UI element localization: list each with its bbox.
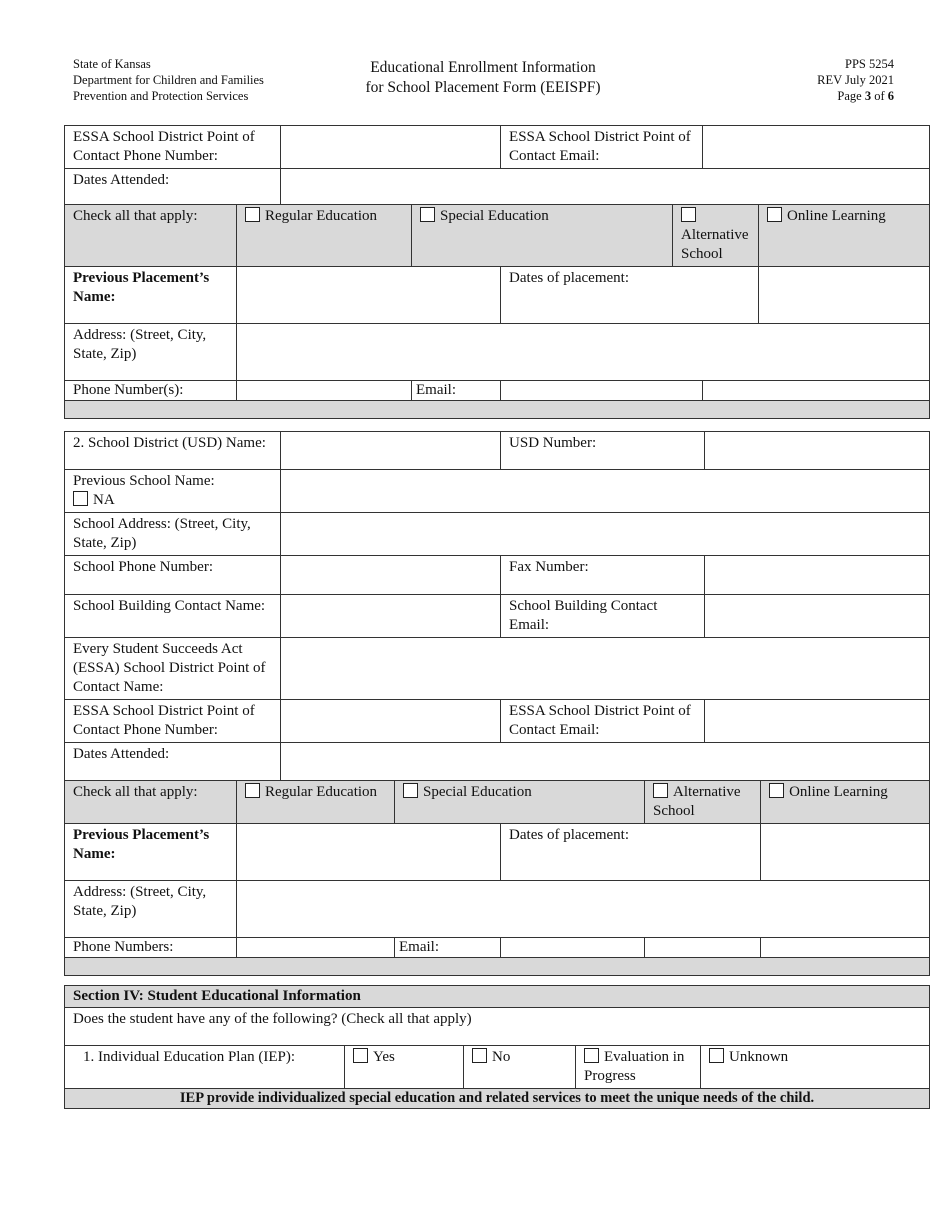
checkbox-icon[interactable] [769,783,784,798]
essa-phone-label: ESSA School District Point of Contact Phone Number: [65,126,281,169]
option-special-education[interactable]: Special Education [395,781,645,824]
district-name-label: 2. School District (USD) Name: [65,432,281,470]
form-revision: REV July 2021 [817,73,894,87]
essa-email-field[interactable] [703,126,930,169]
prev-placement-field[interactable] [237,824,501,881]
usd-number-label: USD Number: [501,432,705,470]
iep-option-no[interactable]: No [464,1046,576,1089]
checkbox-icon[interactable] [767,207,782,222]
checkbox-icon[interactable] [245,207,260,222]
iep-option-evaluation[interactable]: Evaluation in Progress [576,1046,701,1089]
iep-option-yes[interactable]: Yes [345,1046,464,1089]
iep-note: IEP provide individualized special education and related services to meet the unique needs of the child. [65,1089,930,1109]
prev-placement-label: Previous Placement’s Name: [65,267,237,324]
option-online-learning[interactable]: Online Learning [759,205,930,267]
email-field-2[interactable] [645,938,761,958]
form-title-line2: for School Placement Form (EEISPF) [365,79,601,96]
page-indicator: Page 3 of 6 [837,89,894,103]
email-field[interactable] [501,938,645,958]
email-label: Email: [412,381,501,401]
essa-contact-name-field[interactable] [281,638,930,700]
prev-school-label: Previous School Name: NA [65,470,281,513]
address-field[interactable] [237,324,930,381]
form-title-line1: Educational Enrollment Information [370,59,596,76]
checkbox-icon[interactable] [584,1048,599,1063]
option-alternative-school[interactable]: Alternative School [645,781,761,824]
essa-contact-name-label: Every Student Succeeds Act (ESSA) School District Point of Contact Name: [65,638,281,700]
essa-email-label: ESSA School District Point of Contact Email: [501,700,705,743]
dates-placement-field[interactable] [761,824,930,881]
phone-field[interactable] [237,938,395,958]
checkbox-icon[interactable] [653,783,668,798]
section-iv [64,985,930,1109]
option-regular-education[interactable]: Regular Education [237,205,412,267]
email-field-3[interactable] [761,938,930,958]
phone-label: Phone Numbers: [65,938,237,958]
school-address-field[interactable] [281,513,930,556]
form-number: PPS 5254 [845,57,894,71]
na-checkbox[interactable] [73,491,88,506]
essa-email-label: ESSA School District Point of Contact Email: [501,126,703,169]
na-label: NA [93,492,115,508]
essa-phone-label: ESSA School District Point of Contact Phone Number: [65,700,281,743]
agency-division: Prevention and Protection Services [73,89,249,103]
section-iv-title: Section IV: Student Educational Information [65,986,930,1008]
address-field[interactable] [237,881,930,938]
checkbox-icon[interactable] [709,1048,724,1063]
address-label: Address: (Street, City, State, Zip) [65,881,237,938]
email-field[interactable] [501,381,703,401]
email-field-extra[interactable] [703,381,930,401]
check-all-label: Check all that apply: [65,205,237,267]
building-contact-email-label: School Building Contact Email: [501,595,705,638]
check-all-label: Check all that apply: [65,781,237,824]
usd-number-field[interactable] [705,432,930,470]
fax-label: Fax Number: [501,556,705,595]
agency-header [73,56,264,104]
prev-placement-label: Previous Placement’s Name: [65,824,237,881]
dates-attended-label: Dates Attended: [65,169,281,205]
agency-state: State of Kansas [73,57,151,71]
option-online-learning[interactable]: Online Learning [761,781,930,824]
building-contact-name-field[interactable] [281,595,501,638]
school-block-1 [64,125,930,419]
essa-phone-field[interactable] [281,700,501,743]
iep-option-unknown[interactable]: Unknown [701,1046,930,1089]
checkbox-icon[interactable] [403,783,418,798]
district-name-field[interactable] [281,432,501,470]
fax-field[interactable] [705,556,930,595]
checkbox-icon[interactable] [681,207,696,222]
iep-label: 1. Individual Education Plan (IEP): [65,1046,345,1089]
address-label: Address: (Street, City, State, Zip) [65,324,237,381]
option-special-education[interactable]: Special Education [412,205,673,267]
phone-label: Phone Number(s): [65,381,237,401]
essa-phone-field[interactable] [281,126,501,169]
building-contact-email-field[interactable] [705,595,930,638]
school-phone-field[interactable] [281,556,501,595]
option-alternative-school[interactable]: Alternative School [673,205,759,267]
dates-attended-field[interactable] [281,169,930,205]
dates-placement-label: Dates of placement: [501,267,759,324]
block-separator [65,401,930,419]
form-title [300,58,666,98]
dates-attended-field[interactable] [281,743,930,781]
school-phone-label: School Phone Number: [65,556,281,595]
phone-field[interactable] [237,381,412,401]
checkbox-icon[interactable] [245,783,260,798]
dates-placement-field[interactable] [759,267,930,324]
form-id-block [817,56,894,104]
checkbox-icon[interactable] [472,1048,487,1063]
option-regular-education[interactable]: Regular Education [237,781,395,824]
checkbox-icon[interactable] [420,207,435,222]
agency-department: Department for Children and Families [73,73,264,87]
school-address-label: School Address: (Street, City, State, Zip) [65,513,281,556]
email-label: Email: [395,938,501,958]
essa-email-field[interactable] [705,700,930,743]
section-iv-question: Does the student have any of the following? (Check all that apply) [65,1008,930,1046]
dates-placement-label: Dates of placement: [501,824,761,881]
building-contact-name-label: School Building Contact Name: [65,595,281,638]
block-separator [65,958,930,976]
checkbox-icon[interactable] [353,1048,368,1063]
dates-attended-label: Dates Attended: [65,743,281,781]
prev-placement-field[interactable] [237,267,501,324]
prev-school-field[interactable] [281,470,930,513]
school-block-2 [64,431,930,976]
